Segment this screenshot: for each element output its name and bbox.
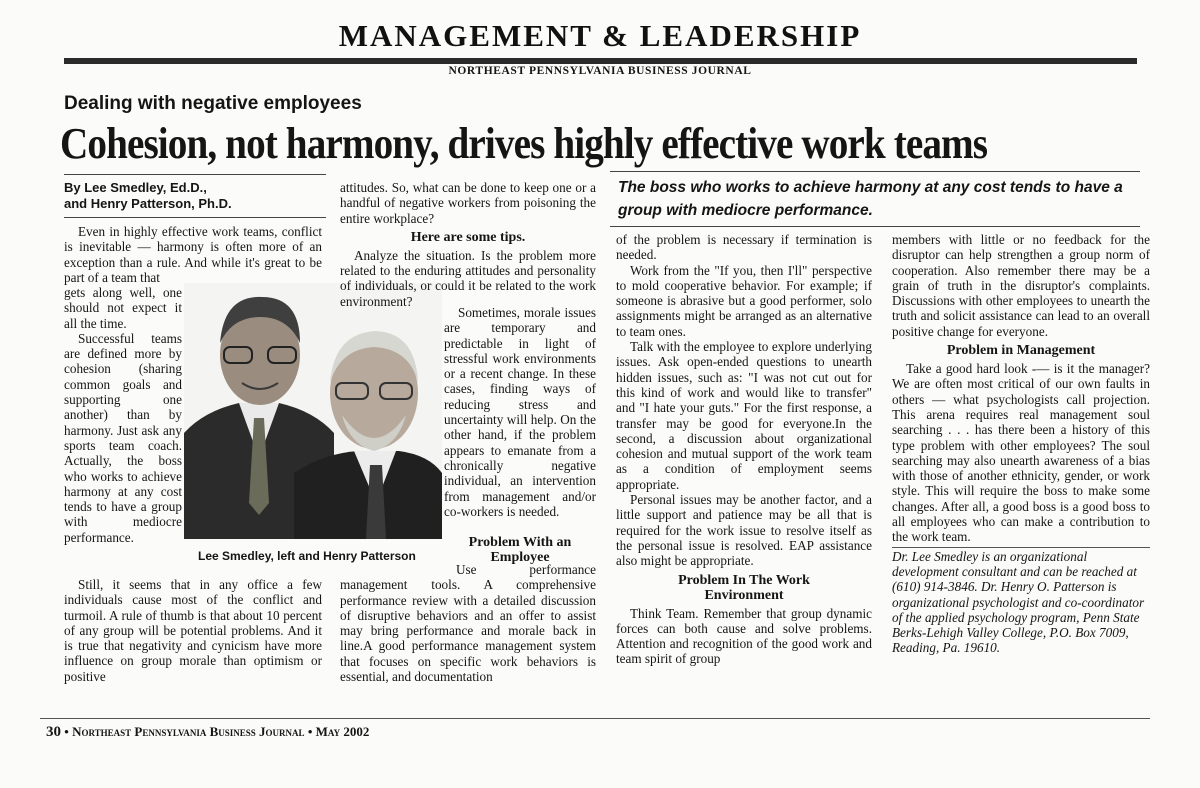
page-number: 30 (46, 724, 61, 740)
pull-quote: The boss who works to achieve harmony at any cost tends to have a group with mediocre performance. (618, 179, 1123, 219)
byline (64, 180, 232, 212)
page-footer (46, 724, 369, 741)
pullquote-rule-bottom (610, 226, 1140, 227)
paragraph: Talk with the employee to explore underlying issues. Ask open-ended questions to unearth hidden issues, such as: "I was not cut out for this kind of work and would like to transfer" and "I hate your guts." For the first response, a transfer may be good for everyone.In the second, a discussion about organizational cohesion and mutual support of the work team as a condition of employment seems appropriate. (616, 339, 872, 492)
subheading: Problem In The Work Environment (678, 572, 810, 603)
article-column-1-wrap (64, 285, 182, 545)
paragraph: gets along well, one should not expect it all the time. (64, 285, 182, 331)
paragraph: Use performance management tools. A comprehensive performance review with a detailed discussion of disruptive behaviors and an offer to assist may bring performance and morale back in line.A good performance management system that focuses on specific work behaviors is essential, and documentation (340, 562, 596, 685)
paragraph: Analyze the situation. Is the problem more related to the enduring attitudes and personality of individuals, or could it be related to the work environment? (340, 247, 596, 309)
byline-rule-bottom (64, 217, 326, 218)
section-title: MANAGEMENT & LEADERSHIP (338, 18, 862, 53)
paragraph: Successful teams are defined more by cohesion (sharing common goals and supporting one another) than by harmony. Just ask any sports team coach. Actually, the boss who works to achieve harmony at any cost tends to have a group with mediocre performance. (64, 330, 182, 545)
pullquote-rule (610, 171, 1140, 172)
subheading: Here are some tips. (410, 229, 526, 245)
author-photo (184, 283, 442, 539)
paragraph: members with little or no feedback for the disruptor can help strengthen a group norm of cooperation. Also remember there may be a grain of truth in the disruptor's complaints. Discussions with other employees to unearth the truth and solicit assistance can lead to an overall positive change for everyone. (892, 232, 1150, 339)
paragraph: Take a good hard look -— is it the manager? We are often most critical of our own faults in others — what psychologists call projection. This arena requires real management soul searching . . . has there been a history of this type problem with other employees? The soul searching may also unearth awareness of a bias with those of another ethnicity, gender, or work style. This will require the boss to make some changes. After all, a good boss is a good boss to all employees who can make a contribution to the work team. (892, 361, 1150, 545)
header-rule (64, 58, 1137, 64)
footer-separator: • (307, 724, 316, 739)
footer-separator: • (64, 724, 73, 739)
paragraph: Sometimes, morale issues are temporary and predictable in light of stressful work environments or a recent change. In these cases, finding ways of reducing stress and uncertainty will help. On the other hand, if the problem appears to emanate from a chronically negative individual, an intervention from management and/or co-workers is needed. (444, 305, 596, 519)
bio-rule (892, 547, 1150, 548)
paragraph: attitudes. So, what can be done to keep one or a handful of negative workers from poisoning the entire workplace? (340, 180, 596, 226)
photo-caption: Lee Smedley, left and Henry Patterson (198, 549, 416, 563)
paragraph: Still, it seems that in any office a few individuals cause most of the conflict and turmoil. A rule of thumb is that about 10 percent of any group will be potential problems. And it is true that negativity and cynicism have more influence on group morale than optimism or positive (64, 577, 322, 684)
paragraph: Personal issues may be another factor, and a little support and patience may be all that is required for the work issue to resolve itself as the personal issue is resolved. EAP assistance also might be appropriate. (616, 492, 872, 569)
article-column-1-bottom (64, 577, 322, 684)
byline-author-1: By Lee Smedley, Ed.D., (64, 180, 207, 195)
journal-name: NORTHEAST PENNSYLVANIA BUSINESS JOURNAL (448, 65, 752, 77)
subheading: Problem in Management (946, 343, 1096, 359)
byline-rule (64, 174, 326, 175)
paragraph: of the problem is necessary if termination is needed. (616, 232, 872, 263)
article-column-3 (616, 232, 872, 667)
article-column-2 (340, 180, 596, 309)
article-kicker: Dealing with negative employees (64, 93, 362, 114)
footer-rule (40, 718, 1150, 719)
article-column-4 (892, 232, 1150, 656)
subheading: Problem With an Employee (468, 535, 572, 565)
article-column-2-wrap (444, 305, 596, 519)
footer-date: May 2002 (315, 724, 370, 739)
paragraph: Think Team. Remember that group dynamic forces can both cause and solve problems. Attention and recognition of the good work and team spirit of group (616, 605, 872, 667)
byline-author-2: and Henry Patterson, Ph.D. (64, 196, 232, 211)
article-column-1 (64, 224, 322, 285)
paragraph: Work from the "If you, then I'll" perspective to mold cooperative behavior. For example; if someone is abrasive but a good performer, solo assignments might be arranged as an alternative to team ones. (616, 262, 872, 339)
footer-journal: Northeast Pennsylvania Business Journal (72, 724, 305, 739)
article-column-2-end (340, 562, 596, 684)
photo-illustration (184, 283, 442, 539)
paragraph: Even in highly effective work teams, conflict is inevitable — harmony is often more of an exception than a rule. And while it's great to be part of a team that (64, 224, 322, 285)
author-bio: Dr. Lee Smedley is an organizational development consultant and can be reached at (610) 914-3846. Dr. Henry O. Patterson is organizational psychologist and co-coordinator of the applied psychology program, Penn State Berks-Lehigh Valley College, P.O. Box 7009, Reading, Pa. 19610. (892, 548, 1145, 656)
article-headline: Cohesion, not harmony, drives highly effective work teams (60, 119, 988, 168)
